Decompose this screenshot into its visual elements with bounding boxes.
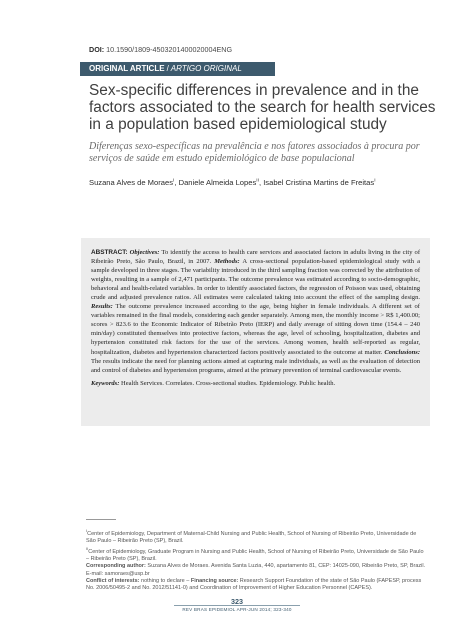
doi-value[interactable]: 10.1590/1809-4503201400020004ENG xyxy=(106,45,233,54)
author-name: Daniele Almeida Lopes xyxy=(178,178,257,187)
objectives-heading: Objectives: xyxy=(129,249,160,256)
affiliation-note xyxy=(86,527,426,545)
results-text: The outcome prevalence increased according to the age, being higher in female individuals. A different set of variables remained in the final models, considering each gender separately. Among men, the monthly income > R$ 1,400.00; scores > 823.6 to the Economic Indicator of Ribeirão Preto (IERP) and daily average of sitting down time (154.4 – 240 min/day) constituted themselves into protective factors, whereas the age, level of schooling, hospitalization, diabetes and hypertension constituted risk factors for the use of the services. Among women, health self-reported as regular, hospitalization, diabetes and hypertension characterized factors positively associated to the outcome at matter. xyxy=(91,303,420,356)
abstract-label: ABSTRACT: xyxy=(91,249,128,256)
footer-rule xyxy=(174,605,300,606)
conflict-funding-note xyxy=(86,578,426,592)
affiliation-text: Center of Epidemiology, Department of Maternal-Child Nursing and Public Health, School of Nursing of Ribeirão Preto, Universidade de São Paulo – Ribeirão Preto (SP), Brazil. xyxy=(86,530,417,545)
corresponding-author-heading: Corresponding author: xyxy=(86,563,146,570)
article-type-pt: ARTIGO ORIGINAL xyxy=(170,64,242,73)
article-type-banner xyxy=(80,62,275,76)
results-heading: Results: xyxy=(91,303,113,311)
affiliation-note xyxy=(86,545,426,563)
article-subtitle-pt: Diferenças sexo-específicas na prevalência e nos fatores associados à procura por serviços de saúde em estudo epidemiológico de base populacional xyxy=(89,141,420,164)
article-title: Sex-specific differences in prevalence and in the factors associated to the search for health services in a population based epidemiological study xyxy=(89,82,436,134)
corresponding-author-text: Suzana Alves de Moraes. Avenida Santa Luzia, 440, apartamento 81, CEP: 14025-090, Ribeirão Preto, SP, Brazil. E-mail: samoraes@usp.br xyxy=(86,563,426,577)
author-name: Suzana Alves de Moraes xyxy=(89,178,174,187)
keywords-text: Health Services. Correlates. Cross-sectional studies. Epidemiology. Public health. xyxy=(121,379,336,387)
doi-line xyxy=(89,45,232,54)
methods-heading: Methods: xyxy=(214,258,240,266)
author-name: Isabel Cristina Martins de Freitas xyxy=(263,178,375,187)
author-list: Suzana Alves de Moraes$^I$, Daniele Almeida Lopes$^{II}$, Isabel Cristina Martins de Freitas$^I$ xyxy=(89,178,376,187)
doi-label: DOI: xyxy=(89,45,105,54)
keywords xyxy=(91,379,420,388)
affiliation-text: Center of Epidemiology, Graduate Program in Nursing and Public Health, School of Nursing of Ribeirão Preto, Universidade de São Paulo – Ribeirão Preto (SP), Brazil. xyxy=(86,549,424,563)
abstract-box xyxy=(81,238,430,426)
page-number: 323 xyxy=(231,597,243,606)
conclusions-text: The results indicate the need for planning actions aimed at capturing male individuals, as well as the evaluation of detection and control of diabetes and hypertension programs, aimed at the primary prevention of terminal cardiovascular events. xyxy=(91,357,420,374)
corresponding-author-note xyxy=(86,563,426,577)
affiliation-mark: I xyxy=(86,528,88,533)
funding-heading: Financing source: xyxy=(190,577,239,584)
footnotes xyxy=(86,527,426,592)
article-type: ORIGINAL ARTICLE xyxy=(89,64,165,73)
conflict-text: nothing to declare – xyxy=(141,577,190,584)
author-affiliation-mark: I xyxy=(173,178,175,184)
conflict-heading: Conflict of interests: xyxy=(86,577,140,584)
author-affiliation-mark: II xyxy=(256,178,259,184)
banner-separator: / xyxy=(166,64,169,73)
affiliation-mark: II xyxy=(86,546,89,552)
keywords-heading: Keywords: xyxy=(91,379,120,387)
methods-text: A cross-sectional population-based epidemiological study with a sample developed in three stages. The variability introduced in the third sampling fraction was corrected by the attribution of weights, resulting in a sample of 2,471 participants. The outcome prevalence was estimated according to socio-demographic, behavioral and health-related variables. In order to identify associated factors, the regression of Poisson was used, obtaining crude and adjusted prevalence ratios. All estimates were calculated taking into account the effect of the sampling design. xyxy=(91,258,421,302)
running-head: REV BRAS EPIDEMIOL APR-JUN 2014; 323-340 xyxy=(182,607,292,612)
abstract-text xyxy=(91,248,420,375)
footnote-rule xyxy=(86,519,116,520)
conclusions-heading: Conclusions: xyxy=(384,348,421,356)
author-affiliation-mark: I xyxy=(374,178,376,184)
funding-text: Research Support Foundation of the state of São Paulo (FAPESP, process No. 2006/50495-2 and No. 2012/51141-0) and Coordination of Improvement of Higher Education Personnel (CAPES). xyxy=(86,577,422,592)
objectives-text: To identify the access to health care services and associated factors in adults living in the city of Ribeirão Preto, São Paulo, Brazil, in 2007. xyxy=(91,249,420,266)
